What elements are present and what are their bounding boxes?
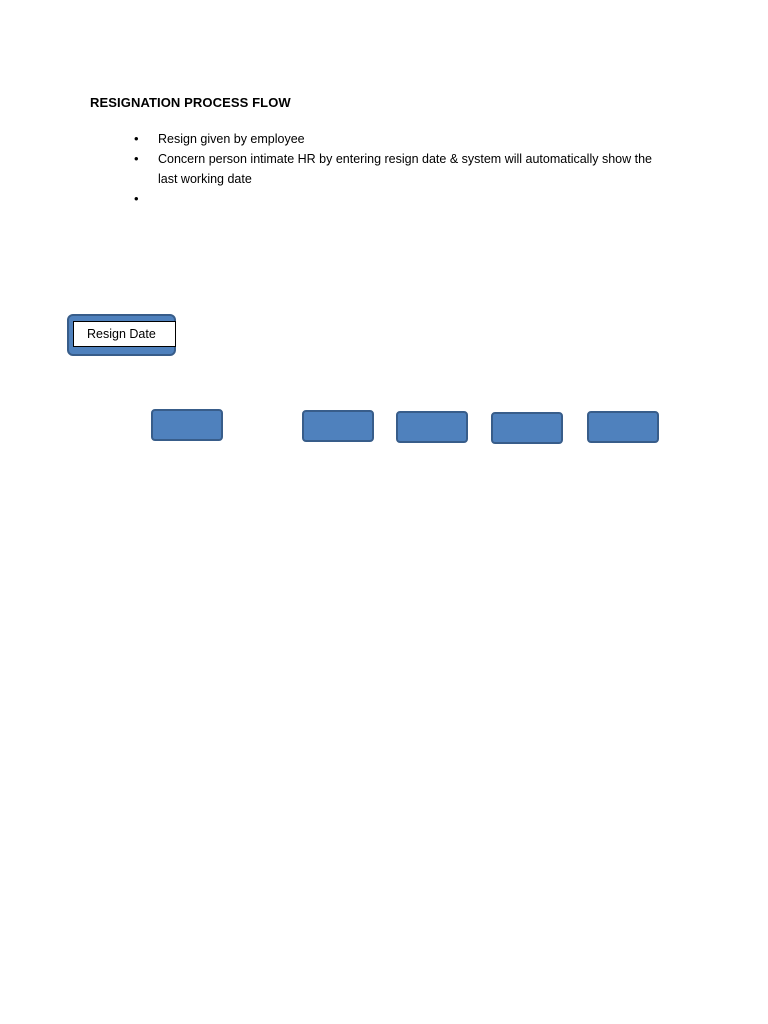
- flow-step-box-1: [151, 409, 223, 441]
- bullet-text: Concern person intimate HR by entering resign date & system will automatically show the last working date: [158, 152, 652, 186]
- bullet-item: [132, 129, 672, 149]
- resign-date-shape: [67, 314, 176, 356]
- bullet-item: [132, 149, 672, 189]
- bullet-item: [132, 189, 672, 209]
- bullet-icon: •: [134, 131, 139, 146]
- flow-step-box-5: [587, 411, 659, 443]
- bullet-text: Resign given by employee: [158, 132, 305, 146]
- bullet-icon: •: [134, 191, 139, 206]
- flow-step-box-3: [396, 411, 468, 443]
- flow-step-box-2: [302, 410, 374, 442]
- page-title: RESIGNATION PROCESS FLOW: [90, 95, 291, 110]
- bullet-icon: •: [134, 151, 139, 166]
- flow-step-box-4: [491, 412, 563, 444]
- bullet-list: [132, 129, 672, 209]
- resign-date-label: Resign Date: [73, 321, 176, 347]
